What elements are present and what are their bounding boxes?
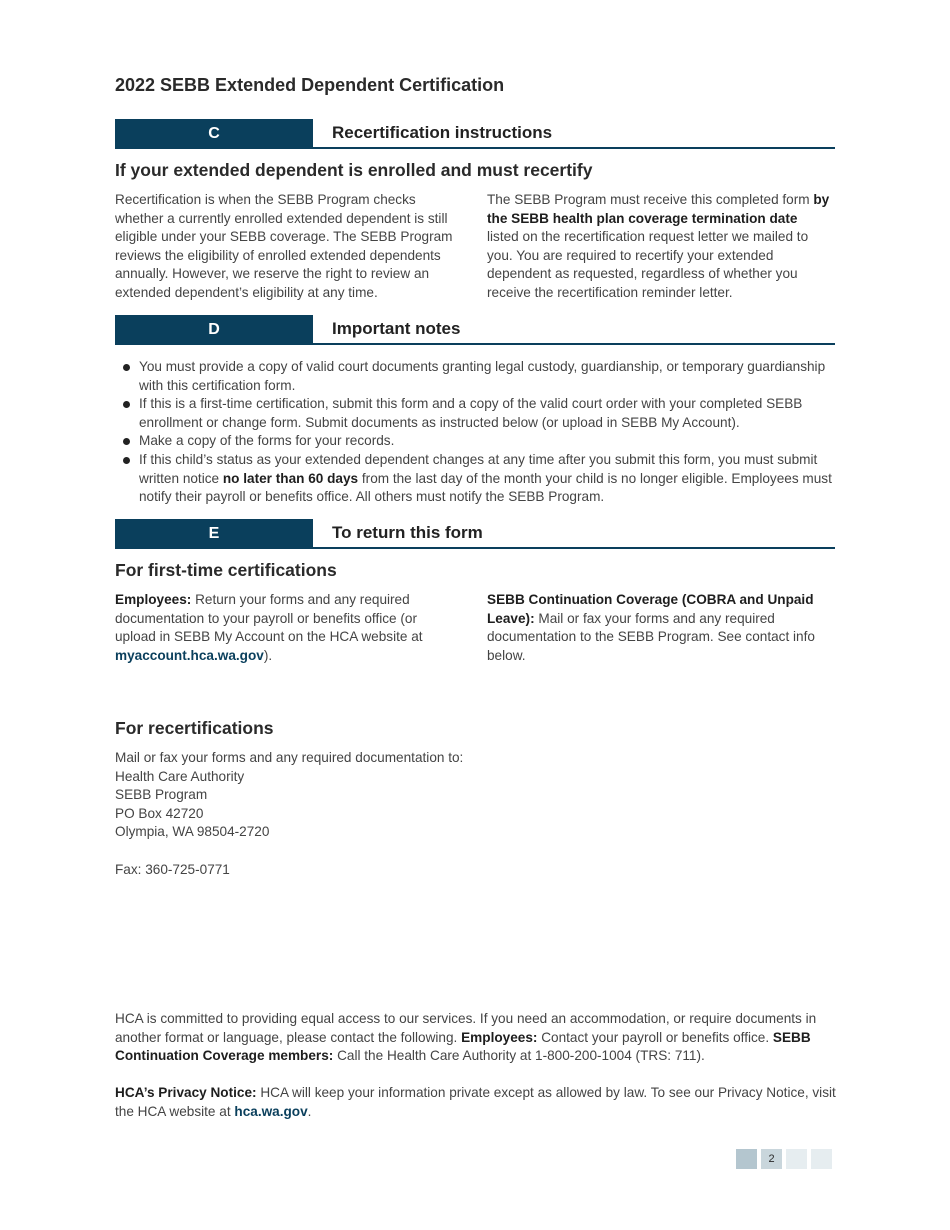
bold-text: no later than 60 days (222, 470, 359, 486)
list-item (120, 451, 840, 507)
page-title: 2022 SEBB Extended Dependent Certification (115, 75, 505, 95)
text-run: Mail or fax your forms and any required documentation to the SEBB Program. See contact info below. (487, 610, 815, 663)
page-block (811, 1149, 832, 1169)
address-line: Olympia, WA 98504-2720 (115, 824, 270, 840)
section-title: Important notes (332, 319, 461, 338)
address-line: PO Box 42720 (115, 805, 204, 821)
text-run: Return your forms and any required documentation to your payroll or benefits office (or upload in SEBB My Account on the HCA website at (115, 592, 423, 645)
text-run: Call the Health Care Authority at 1-800-200-1004 (TRS: 711). (333, 1048, 705, 1064)
important-notes-list (120, 358, 840, 507)
text-run: HCA will keep your information private except as allowed by law. To see our Privacy Notice, visit the HCA website at (115, 1085, 836, 1119)
text-run: from the last day of the month your child is no longer eligible. Employees must notify their payroll or benefits office. All others must notify the SEBB Program. (139, 470, 832, 505)
section-c-header (115, 119, 835, 149)
privacy-notice (115, 1084, 840, 1121)
recertify-subheading: If your extended dependent is enrolled and must recertify (115, 160, 593, 180)
myaccount-link[interactable]: myaccount.hca.wa.gov (115, 647, 264, 663)
page-number: 2 (761, 1149, 782, 1169)
bold-text: SEBB Continuation Coverage (COBRA and Unpaid Leave): (487, 592, 814, 626)
fax-number: Fax: 360-725-0771 (115, 862, 230, 877)
address-line: SEBB Program (115, 787, 208, 803)
bold-text: by the SEBB health plan coverage termination date (487, 192, 830, 226)
text-run: . (307, 1103, 312, 1119)
hca-website-link[interactable]: hca.wa.gov (234, 1103, 308, 1119)
list-item: If this is a first-time certification, submit this form and a copy of the valid court order with your completed SEBB enrollment or change form. Submit documents as instructed below (or upload in SEBB My Account). (120, 395, 840, 432)
continuation-instructions (487, 591, 832, 665)
text-run: The SEBB Program must receive this completed form (487, 192, 814, 207)
page-block (786, 1149, 807, 1169)
page-indicator (736, 1149, 832, 1169)
recertification-deadline (487, 191, 832, 303)
section-rule (313, 147, 835, 149)
bold-text: Employees: (461, 1029, 538, 1045)
employees-instructions (115, 591, 460, 665)
text-run: listed on the recertification request letter we mailed to you. You are required to recertify your extended dependent as requested, regardless of whether you receive the recertification reminder letter. (487, 229, 809, 300)
bold-text: HCA’s Privacy Notice: (115, 1085, 257, 1100)
section-letter: C (115, 119, 313, 149)
section-e-header (115, 519, 835, 549)
text-run: Contact your payroll or benefits office. (537, 1029, 770, 1045)
text-run: HCA is committed to providing equal access to our services. If you need an accommodation, or require documents in another format or language, please contact the following. (115, 1011, 817, 1045)
first-time-heading: For first-time certifications (115, 560, 337, 580)
section-title: To return this form (332, 523, 483, 542)
section-letter: E (115, 519, 313, 549)
section-letter: D (115, 315, 313, 345)
bold-text: SEBB Continuation Coverage members: (115, 1029, 811, 1064)
bold-text: Employees: (115, 592, 192, 607)
page-block (736, 1149, 757, 1169)
section-rule (313, 343, 835, 345)
list-item: You must provide a copy of valid court documents granting legal custody, guardianship, or temporary guardianship with this certification form. (120, 358, 840, 395)
section-rule (313, 547, 835, 549)
mailing-address (115, 749, 615, 842)
text-run: If this child’s status as your extended dependent changes at any time after you submit this form, you must submit written notice (139, 451, 818, 486)
address-intro: Mail or fax your forms and any required documentation to: (115, 750, 464, 765)
section-title: Recertification instructions (332, 123, 553, 142)
recertifications-heading: For recertifications (115, 718, 274, 738)
recertification-definition: Recertification is when the SEBB Program checks whether a currently enrolled extended dependent is still eligible under your SEBB coverage. The SEBB Program reviews the eligibility of enrolled extended dependents annually. However, we reserve the right to review an extended dependent’s eligibility at any time. (115, 192, 453, 300)
list-item: Make a copy of the forms for your records. (120, 432, 840, 451)
address-line: Health Care Authority (115, 768, 245, 784)
text-run: ). (263, 647, 273, 663)
section-d-header (115, 315, 835, 345)
accessibility-notice (115, 1010, 840, 1066)
